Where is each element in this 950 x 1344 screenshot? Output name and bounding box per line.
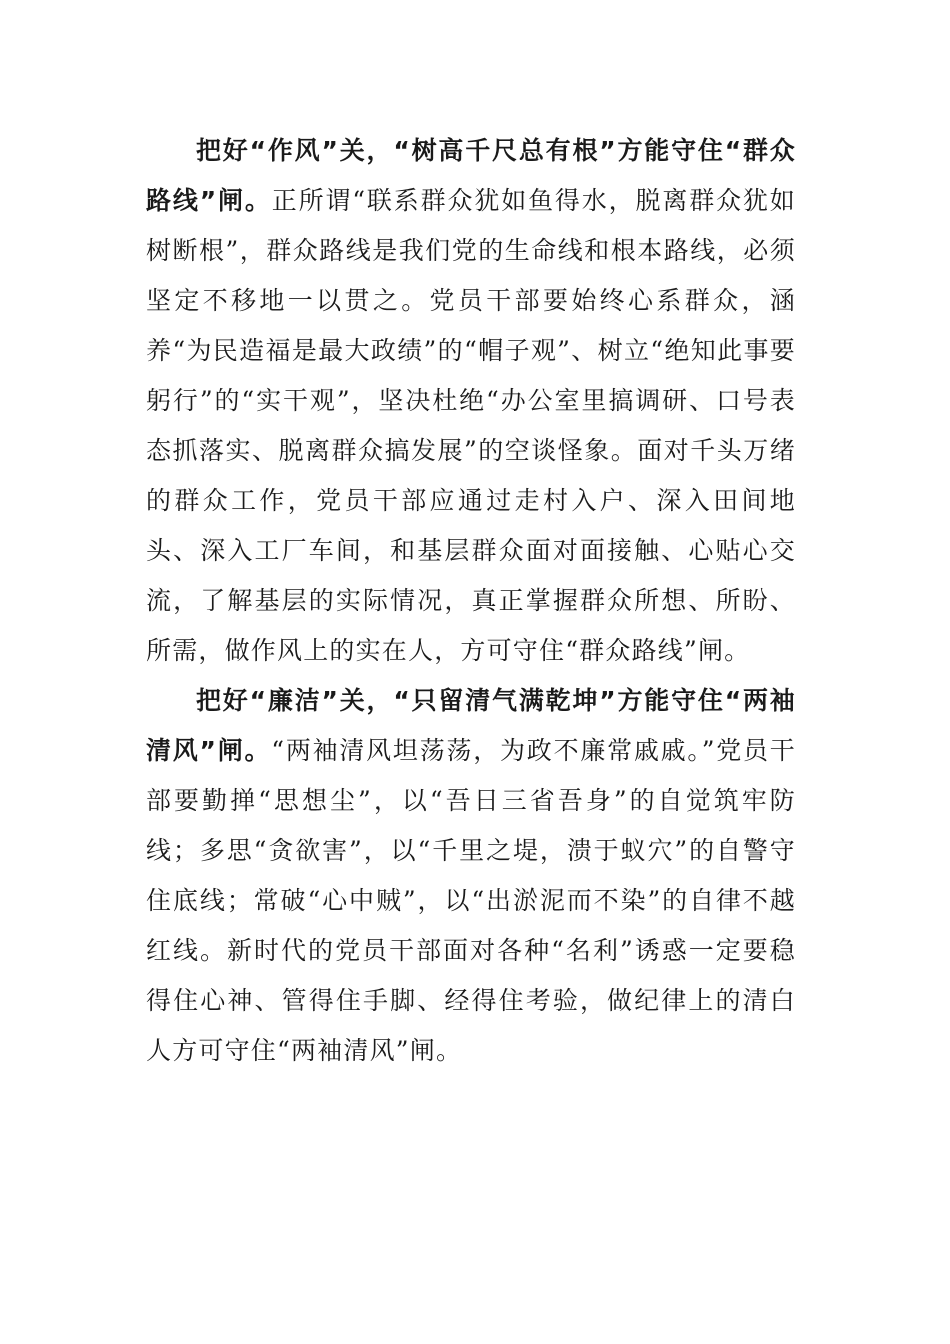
paragraph-lead-heading: 把好“廉洁”关，“只留清气满乾坤”方能守住“两袖清风”闸。 [146,686,796,765]
paragraph-lead-heading: 把好“作风”关，“树高千尺总有根”方能守住“群众路线”闸。 [146,136,796,215]
article-body [146,126,796,1076]
paragraph-body-text: “两袖清风坦荡荡，为政不廉常戚戚。”党员干部要勤掸“思想尘”，以“吾日三省吾身”的自觉筑牢防线；多思“贪欲害”，以“千里之堤，溃于蚁穴”的自警守住底线；常破“心中贼”，以“出淤泥而不染”的自律不越红线。新时代的党员干部面对各种“名利”诱惑一定要稳得住心神、管得住手脚、经得住考验，做纪律上的清白人方可守住“两袖清风”闸。 [146,736,796,1065]
paragraph-work-style [146,126,796,676]
paragraph-body-text: 正所谓“联系群众犹如鱼得水，脱离群众犹如树断根”，群众路线是我们党的生命线和根本路线，必须坚定不移地一以贯之。党员干部要始终心系群众，涵养“为民造福是最大政绩”的“帽子观”、树立“绝知此事要躬行”的“实干观”，坚决杜绝“办公室里搞调研、口号表态抓落实、脱离群众搞发展”的空谈怪象。面对千头万绪的群众工作，党员干部应通过走村入户、深入田间地头、深入工厂车间，和基层群众面对面接触、心贴心交流，了解基层的实际情况，真正掌握群众所想、所盼、所需，做作风上的实在人，方可守住“群众路线”闸。 [146,186,796,665]
paragraph-integrity [146,676,796,1076]
